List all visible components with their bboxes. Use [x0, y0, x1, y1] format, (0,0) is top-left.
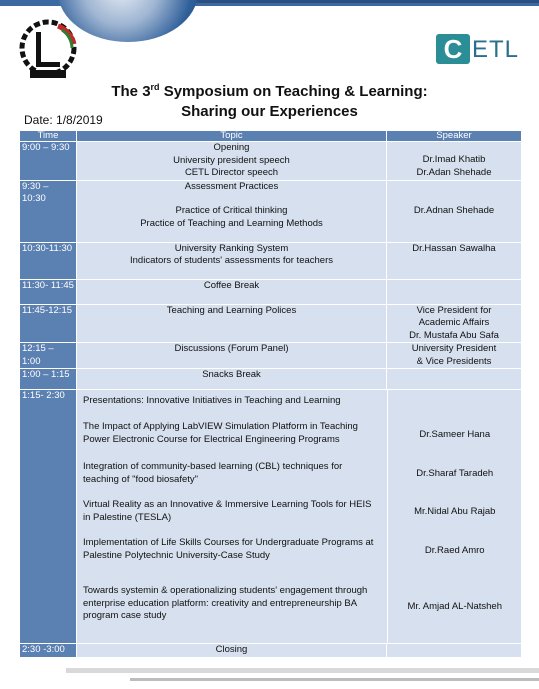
- speaker-cell: [387, 644, 522, 658]
- time-cell: 9:00 – 9:30: [20, 142, 77, 181]
- table-row: [20, 343, 522, 369]
- time-cell: 12:15 – 1:00: [20, 343, 77, 369]
- table-row: [20, 369, 522, 390]
- table-row: [20, 279, 522, 304]
- table-row: [20, 142, 522, 181]
- topic-line: Indicators of students' assessments for teachers: [130, 255, 333, 266]
- topic-line: University president speech: [173, 154, 290, 166]
- presentations-heading: Presentations: Innovative Initiatives in Teaching and Learning: [77, 390, 387, 415]
- topic-cell: [77, 142, 387, 181]
- speaker-line: Dr. Mustafa Abu Safa: [409, 329, 499, 341]
- header-topic: Topic: [77, 131, 387, 142]
- time-cell: 1:15- 2:30: [20, 390, 77, 644]
- topic-cell: [77, 369, 387, 390]
- presentation-title: Implementation of Life Skills Courses for Undergraduate Programs at Palestine Polytechnic University-Case Study: [77, 531, 387, 571]
- table-row: [20, 390, 522, 644]
- speaker-line: Academic Affairs: [418, 317, 490, 328]
- topic-line: Teaching and Learning Polices: [166, 304, 297, 316]
- university-logo-icon: [18, 18, 78, 82]
- page-title: The 3rd Symposium on Teaching & Learning:: [111, 82, 428, 100]
- time-cell: 11:30- 11:45: [20, 279, 77, 304]
- presentation-speaker: Mr.Nidal Abu Rajab: [387, 493, 522, 531]
- table-row: [20, 644, 522, 658]
- schedule-table: [19, 130, 522, 658]
- speaker-cell: [387, 142, 522, 181]
- speaker-line: Vice President for: [416, 304, 492, 316]
- topic-line: Opening: [213, 142, 250, 153]
- presentation-title: Virtual Reality as an Innovative & Immersive Learning Tools for HEIS in Palestine (TESLA): [77, 493, 387, 531]
- speaker-cell: [387, 180, 522, 242]
- topic-cell: [77, 180, 387, 242]
- presentations-cell: [77, 390, 522, 644]
- speaker-cell: [387, 369, 522, 390]
- topic-cell: Closing: [77, 644, 387, 658]
- header-speaker: Speaker: [387, 131, 522, 142]
- speaker-line: University President: [411, 343, 497, 354]
- presentations-table: [77, 390, 522, 643]
- topic-line: Snacks Break: [202, 369, 261, 380]
- topic-line: Assessment Practices: [184, 180, 279, 192]
- presentation-title: The Impact of Applying LabVIEW Simulation Platform in Teaching Power Electronic Course for Electrical Engineering Programs: [77, 415, 387, 455]
- speaker-line: Dr.Hassan Sawalha: [412, 242, 496, 254]
- cetl-logo-text: ETL: [472, 36, 520, 63]
- decorative-globe: [58, 0, 198, 42]
- speaker-cell: [387, 279, 522, 304]
- speaker-line: Dr.Adan Shehade: [416, 166, 492, 178]
- time-cell: 10:30-11:30: [20, 242, 77, 279]
- topic-line: Coffee Break: [203, 279, 260, 291]
- footer-decoration: [66, 668, 539, 673]
- time-cell: 9:30 – 10:30: [20, 180, 77, 242]
- speaker-line: Dr.Adnan Shehade: [413, 204, 495, 216]
- topic-line: CETL Director speech: [184, 167, 279, 178]
- topic-cell: [77, 304, 387, 343]
- footer-decoration: [130, 678, 539, 681]
- top-accent-bar-dark: [150, 0, 539, 3]
- speaker-cell: [387, 343, 522, 369]
- page-subtitle: Sharing our Experiences: [181, 103, 358, 120]
- table-row: [20, 242, 522, 279]
- presentation-title: Integration of community-based learning (CBL) techniques for teaching of "food biosafety": [77, 455, 387, 493]
- cetl-logo: [436, 32, 520, 74]
- presentation-speaker: Dr.Raed Amro: [387, 531, 522, 571]
- topic-cell: [77, 242, 387, 279]
- time-cell: 1:00 – 1:15: [20, 369, 77, 390]
- table-header-row: [20, 131, 522, 142]
- topic-line: Practice of Teaching and Learning Methods: [140, 217, 323, 229]
- topic-line: Practice of Critical thinking: [175, 205, 288, 216]
- topic-line: Discussions (Forum Panel): [174, 343, 289, 354]
- header-time: Time: [20, 131, 77, 142]
- table-row: [20, 304, 522, 343]
- time-cell: 2:30 -3:00: [20, 644, 77, 658]
- topic-cell: [77, 343, 387, 369]
- table-row: [20, 180, 522, 242]
- speaker-line: Dr.Imad Khatib: [422, 154, 486, 165]
- speaker-line: & Vice Presidents: [416, 355, 492, 367]
- time-cell: 11:45-12:15: [20, 304, 77, 343]
- topic-cell: [77, 279, 387, 304]
- event-date: Date: 1/8/2019: [24, 113, 103, 127]
- presentation-speaker: Mr. Amjad AL-Natsheh: [387, 571, 522, 643]
- speaker-cell: [387, 242, 522, 279]
- speaker-cell: [387, 304, 522, 343]
- presentation-speaker: Dr.Sharaf Taradeh: [387, 455, 522, 493]
- topic-line: University Ranking System: [174, 242, 289, 254]
- presentation-speaker: Dr.Sameer Hana: [387, 415, 522, 455]
- cetl-logo-mark: C: [436, 34, 470, 64]
- presentation-title: Towards systemin & operationalizing students' engagement through enterprise education platform: creativity and entrepreneurship BA program case study: [77, 571, 387, 643]
